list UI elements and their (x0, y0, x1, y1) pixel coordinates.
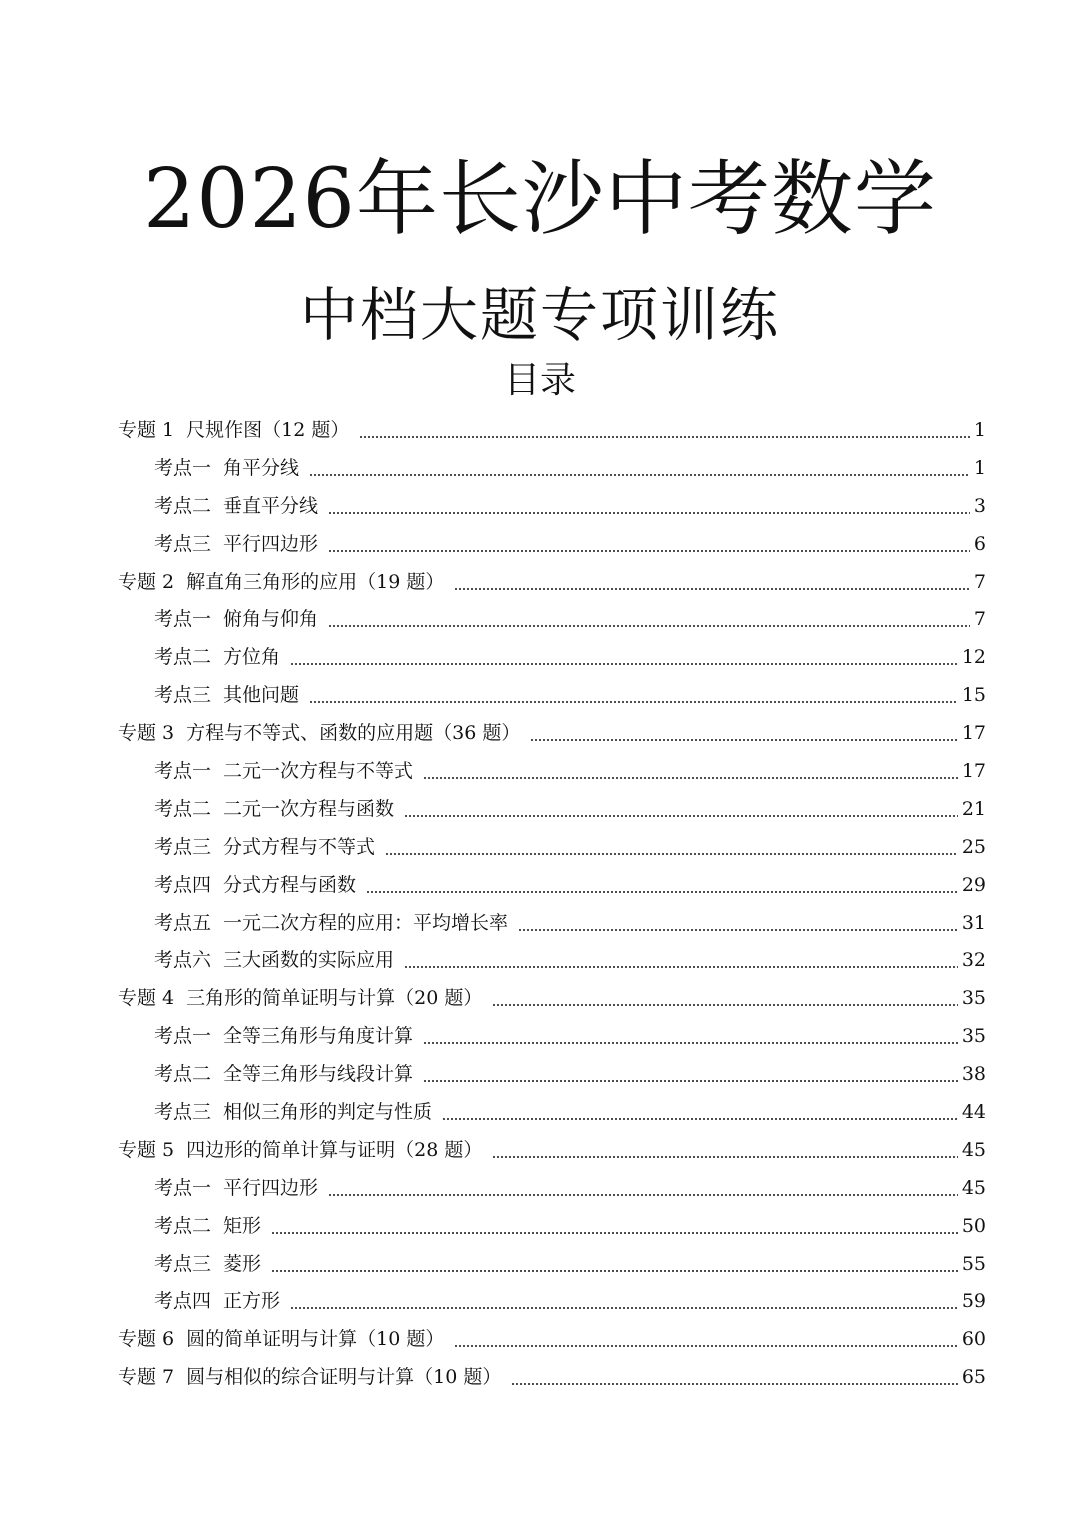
toc-entry-label (118, 564, 444, 602)
toc-entry-prefix: 考点一 (154, 760, 212, 783)
toc-page-number: 50 (961, 1214, 986, 1237)
toc-page-number: 32 (961, 949, 986, 972)
toc-entry-text: 三角形的简单证明与计算（20 题） (186, 987, 483, 1010)
toc-entry-label (154, 1208, 261, 1246)
toc-page-number: 6 (973, 532, 986, 555)
toc-page-number: 17 (961, 722, 986, 745)
toc-entry-text: 方程与不等式、函数的应用题（36 题） (186, 722, 521, 745)
toc-entry-label (154, 1056, 413, 1094)
toc-entry-label (154, 488, 318, 526)
toc-dot-leader (290, 1307, 958, 1309)
table-of-contents (118, 412, 986, 1397)
toc-dot-leader (309, 474, 970, 476)
toc-entry-text: 其他问题 (223, 684, 300, 707)
toc-entry-label (154, 753, 413, 791)
toc-entry-label (154, 1246, 261, 1284)
toc-entry-label (154, 905, 508, 943)
toc-entry-label (154, 1283, 280, 1321)
toc-entry-prefix: 考点三 (154, 1101, 212, 1124)
toc-entry-text: 四边形的简单计算与证明（28 题） (186, 1138, 483, 1161)
toc-entry-prefix: 考点三 (154, 1252, 212, 1275)
toc-section-entry[interactable] (118, 867, 986, 905)
toc-entry-text: 全等三角形与线段计算 (223, 1063, 414, 1086)
toc-section-entry[interactable] (118, 526, 986, 564)
toc-entry-prefix: 考点五 (154, 911, 212, 934)
toc-page-number: 44 (961, 1101, 986, 1124)
toc-dot-leader (492, 1004, 957, 1006)
toc-entry-label (154, 639, 280, 677)
toc-page-number: 65 (961, 1366, 986, 1389)
toc-entry-label (118, 1321, 444, 1359)
toc-dot-leader (328, 550, 970, 552)
toc-entry-prefix: 专题 3 (118, 722, 175, 745)
toc-entry-text: 平行四边形 (223, 1176, 319, 1199)
toc-chapter-entry[interactable] (118, 1321, 986, 1359)
toc-dot-leader (328, 1194, 958, 1196)
toc-entry-label (154, 942, 394, 980)
toc-page-number: 21 (961, 797, 986, 820)
toc-page-number: 25 (961, 835, 986, 858)
toc-page-number: 38 (961, 1063, 986, 1086)
toc-entry-prefix: 专题 2 (118, 570, 175, 593)
toc-page-number: 12 (961, 646, 986, 669)
toc-entry-text: 二元一次方程与函数 (223, 797, 395, 820)
toc-section-entry[interactable] (118, 1056, 986, 1094)
toc-entry-text: 二元一次方程与不等式 (223, 760, 414, 783)
toc-entry-prefix: 专题 6 (118, 1328, 175, 1351)
toc-entry-prefix: 专题 4 (118, 987, 175, 1010)
toc-dot-leader (404, 966, 958, 968)
toc-page-number: 45 (961, 1138, 986, 1161)
toc-page-number: 1 (973, 419, 986, 441)
toc-entry-label (118, 980, 482, 1018)
toc-entry-text: 俯角与仰角 (223, 608, 319, 631)
toc-section-entry[interactable] (118, 1170, 986, 1208)
toc-section-entry[interactable] (118, 1094, 986, 1132)
toc-page-number: 1 (973, 456, 986, 479)
toc-entry-prefix: 考点三 (154, 684, 212, 707)
toc-entry-label (118, 412, 349, 450)
toc-page-number: 7 (973, 608, 986, 631)
toc-entry-prefix: 考点二 (154, 1063, 212, 1086)
toc-section-entry[interactable] (118, 450, 986, 488)
toc-dot-leader (530, 739, 957, 741)
toc-dot-leader (423, 777, 958, 779)
toc-entry-text: 三大函数的实际应用 (223, 949, 395, 972)
toc-entry-label (154, 601, 318, 639)
toc-dot-leader (442, 1118, 958, 1120)
toc-entry-label (154, 677, 299, 715)
toc-entry-prefix: 考点四 (154, 873, 212, 896)
toc-entry-label (154, 526, 318, 564)
toc-entry-prefix: 考点三 (154, 835, 212, 858)
toc-entry-label (154, 829, 375, 867)
toc-section-entry[interactable] (118, 1283, 986, 1321)
toc-page-number: 60 (961, 1328, 986, 1351)
toc-entry-prefix: 考点二 (154, 1214, 212, 1237)
toc-entry-text: 矩形 (223, 1214, 262, 1237)
toc-dot-leader (309, 701, 958, 703)
toc-dot-leader (271, 1270, 958, 1272)
toc-page-number: 29 (961, 873, 986, 896)
toc-entry-prefix: 考点一 (154, 456, 212, 479)
toc-entry-text: 垂直平分线 (223, 494, 319, 517)
toc-section-entry[interactable] (118, 753, 986, 791)
toc-entry-text: 尺规作图（12 题） (186, 419, 350, 441)
toc-dot-leader (385, 853, 958, 855)
toc-entry-prefix: 考点二 (154, 494, 212, 517)
toc-entry-text: 正方形 (223, 1290, 281, 1313)
toc-entry-text: 平行四边形 (223, 532, 319, 555)
toc-dot-leader (511, 1383, 957, 1385)
toc-entry-prefix: 考点二 (154, 646, 212, 669)
toc-entry-label (154, 867, 356, 905)
toc-page-number: 55 (961, 1252, 986, 1275)
toc-entry-label (154, 791, 394, 829)
toc-section-entry[interactable] (118, 601, 986, 639)
toc-dot-leader (366, 891, 958, 893)
toc-entry-text: 圆与相似的综合证明与计算（10 题） (186, 1366, 502, 1389)
toc-section-entry[interactable] (118, 677, 986, 715)
toc-entry-text: 一元二次方程的应用：平均增长率 (223, 911, 509, 934)
toc-section-entry[interactable] (118, 829, 986, 867)
toc-page-number: 31 (961, 911, 986, 934)
toc-entry-label (154, 1170, 318, 1208)
toc-page-number: 15 (961, 684, 986, 707)
toc-entry-label (154, 450, 299, 488)
toc-entry-text: 相似三角形的判定与性质 (223, 1101, 433, 1124)
toc-dot-leader (328, 512, 970, 514)
document-title: 2026年长沙中考数学 (143, 152, 937, 247)
toc-entry-label (154, 1018, 413, 1056)
toc-page-number: 45 (961, 1176, 986, 1199)
toc-section-entry[interactable] (118, 1018, 986, 1056)
toc-entry-prefix: 考点六 (154, 949, 212, 972)
toc-dot-leader (359, 436, 970, 438)
toc-chapter-entry[interactable] (118, 412, 986, 450)
toc-entry-prefix: 考点一 (154, 1025, 212, 1048)
toc-entry-text: 解直角三角形的应用（19 题） (186, 570, 445, 593)
toc-chapter-entry[interactable] (118, 564, 986, 602)
toc-chapter-entry[interactable] (118, 1359, 986, 1397)
toc-heading: 目录 (503, 360, 576, 401)
toc-entry-text: 全等三角形与角度计算 (223, 1025, 414, 1048)
toc-page-number: 17 (961, 760, 986, 783)
toc-dot-leader (454, 1345, 957, 1347)
toc-section-entry[interactable] (118, 942, 986, 980)
toc-page-number: 59 (961, 1290, 986, 1313)
toc-entry-prefix: 考点四 (154, 1290, 212, 1313)
toc-dot-leader (290, 663, 958, 665)
toc-entry-text: 角平分线 (223, 456, 300, 479)
toc-entry-prefix: 专题 1 (118, 419, 175, 441)
toc-entry-prefix: 考点三 (154, 532, 212, 555)
toc-entry-label (118, 1359, 501, 1397)
toc-entry-label (118, 1132, 482, 1170)
toc-dot-leader (492, 1156, 957, 1158)
toc-dot-leader (454, 588, 970, 590)
toc-entry-label (154, 1094, 432, 1132)
document-subtitle: 中档大题专项训练 (299, 281, 780, 349)
toc-section-entry[interactable] (118, 1246, 986, 1284)
toc-dot-leader (518, 929, 958, 931)
toc-dot-leader (328, 625, 970, 627)
toc-entry-text: 分式方程与不等式 (223, 835, 376, 858)
toc-entry-text: 方位角 (223, 646, 281, 669)
toc-page-number: 7 (973, 570, 986, 593)
toc-entry-prefix: 考点二 (154, 797, 212, 820)
toc-section-entry[interactable] (118, 905, 986, 943)
toc-dot-leader (271, 1232, 958, 1234)
toc-entry-text: 圆的简单证明与计算（10 题） (186, 1328, 445, 1351)
toc-chapter-entry[interactable] (118, 715, 986, 753)
toc-section-entry[interactable] (118, 791, 986, 829)
toc-dot-leader (404, 815, 958, 817)
toc-chapter-entry[interactable] (118, 980, 986, 1018)
toc-dot-leader (423, 1080, 958, 1082)
toc-entry-text: 分式方程与函数 (223, 873, 357, 896)
toc-entry-prefix: 考点一 (154, 1176, 212, 1199)
toc-section-entry[interactable] (118, 1208, 986, 1246)
toc-page-number: 35 (961, 1025, 986, 1048)
toc-page-number: 35 (961, 987, 986, 1010)
toc-entry-prefix: 专题 7 (118, 1366, 175, 1389)
toc-entry-label (118, 715, 520, 753)
toc-section-entry[interactable] (118, 488, 986, 526)
toc-entry-prefix: 考点一 (154, 608, 212, 631)
toc-dot-leader (423, 1042, 958, 1044)
toc-section-entry[interactable] (118, 639, 986, 677)
toc-page-number: 3 (973, 494, 986, 517)
toc-chapter-entry[interactable] (118, 1132, 986, 1170)
toc-entry-prefix: 专题 5 (118, 1138, 175, 1161)
toc-entry-text: 菱形 (223, 1252, 262, 1275)
